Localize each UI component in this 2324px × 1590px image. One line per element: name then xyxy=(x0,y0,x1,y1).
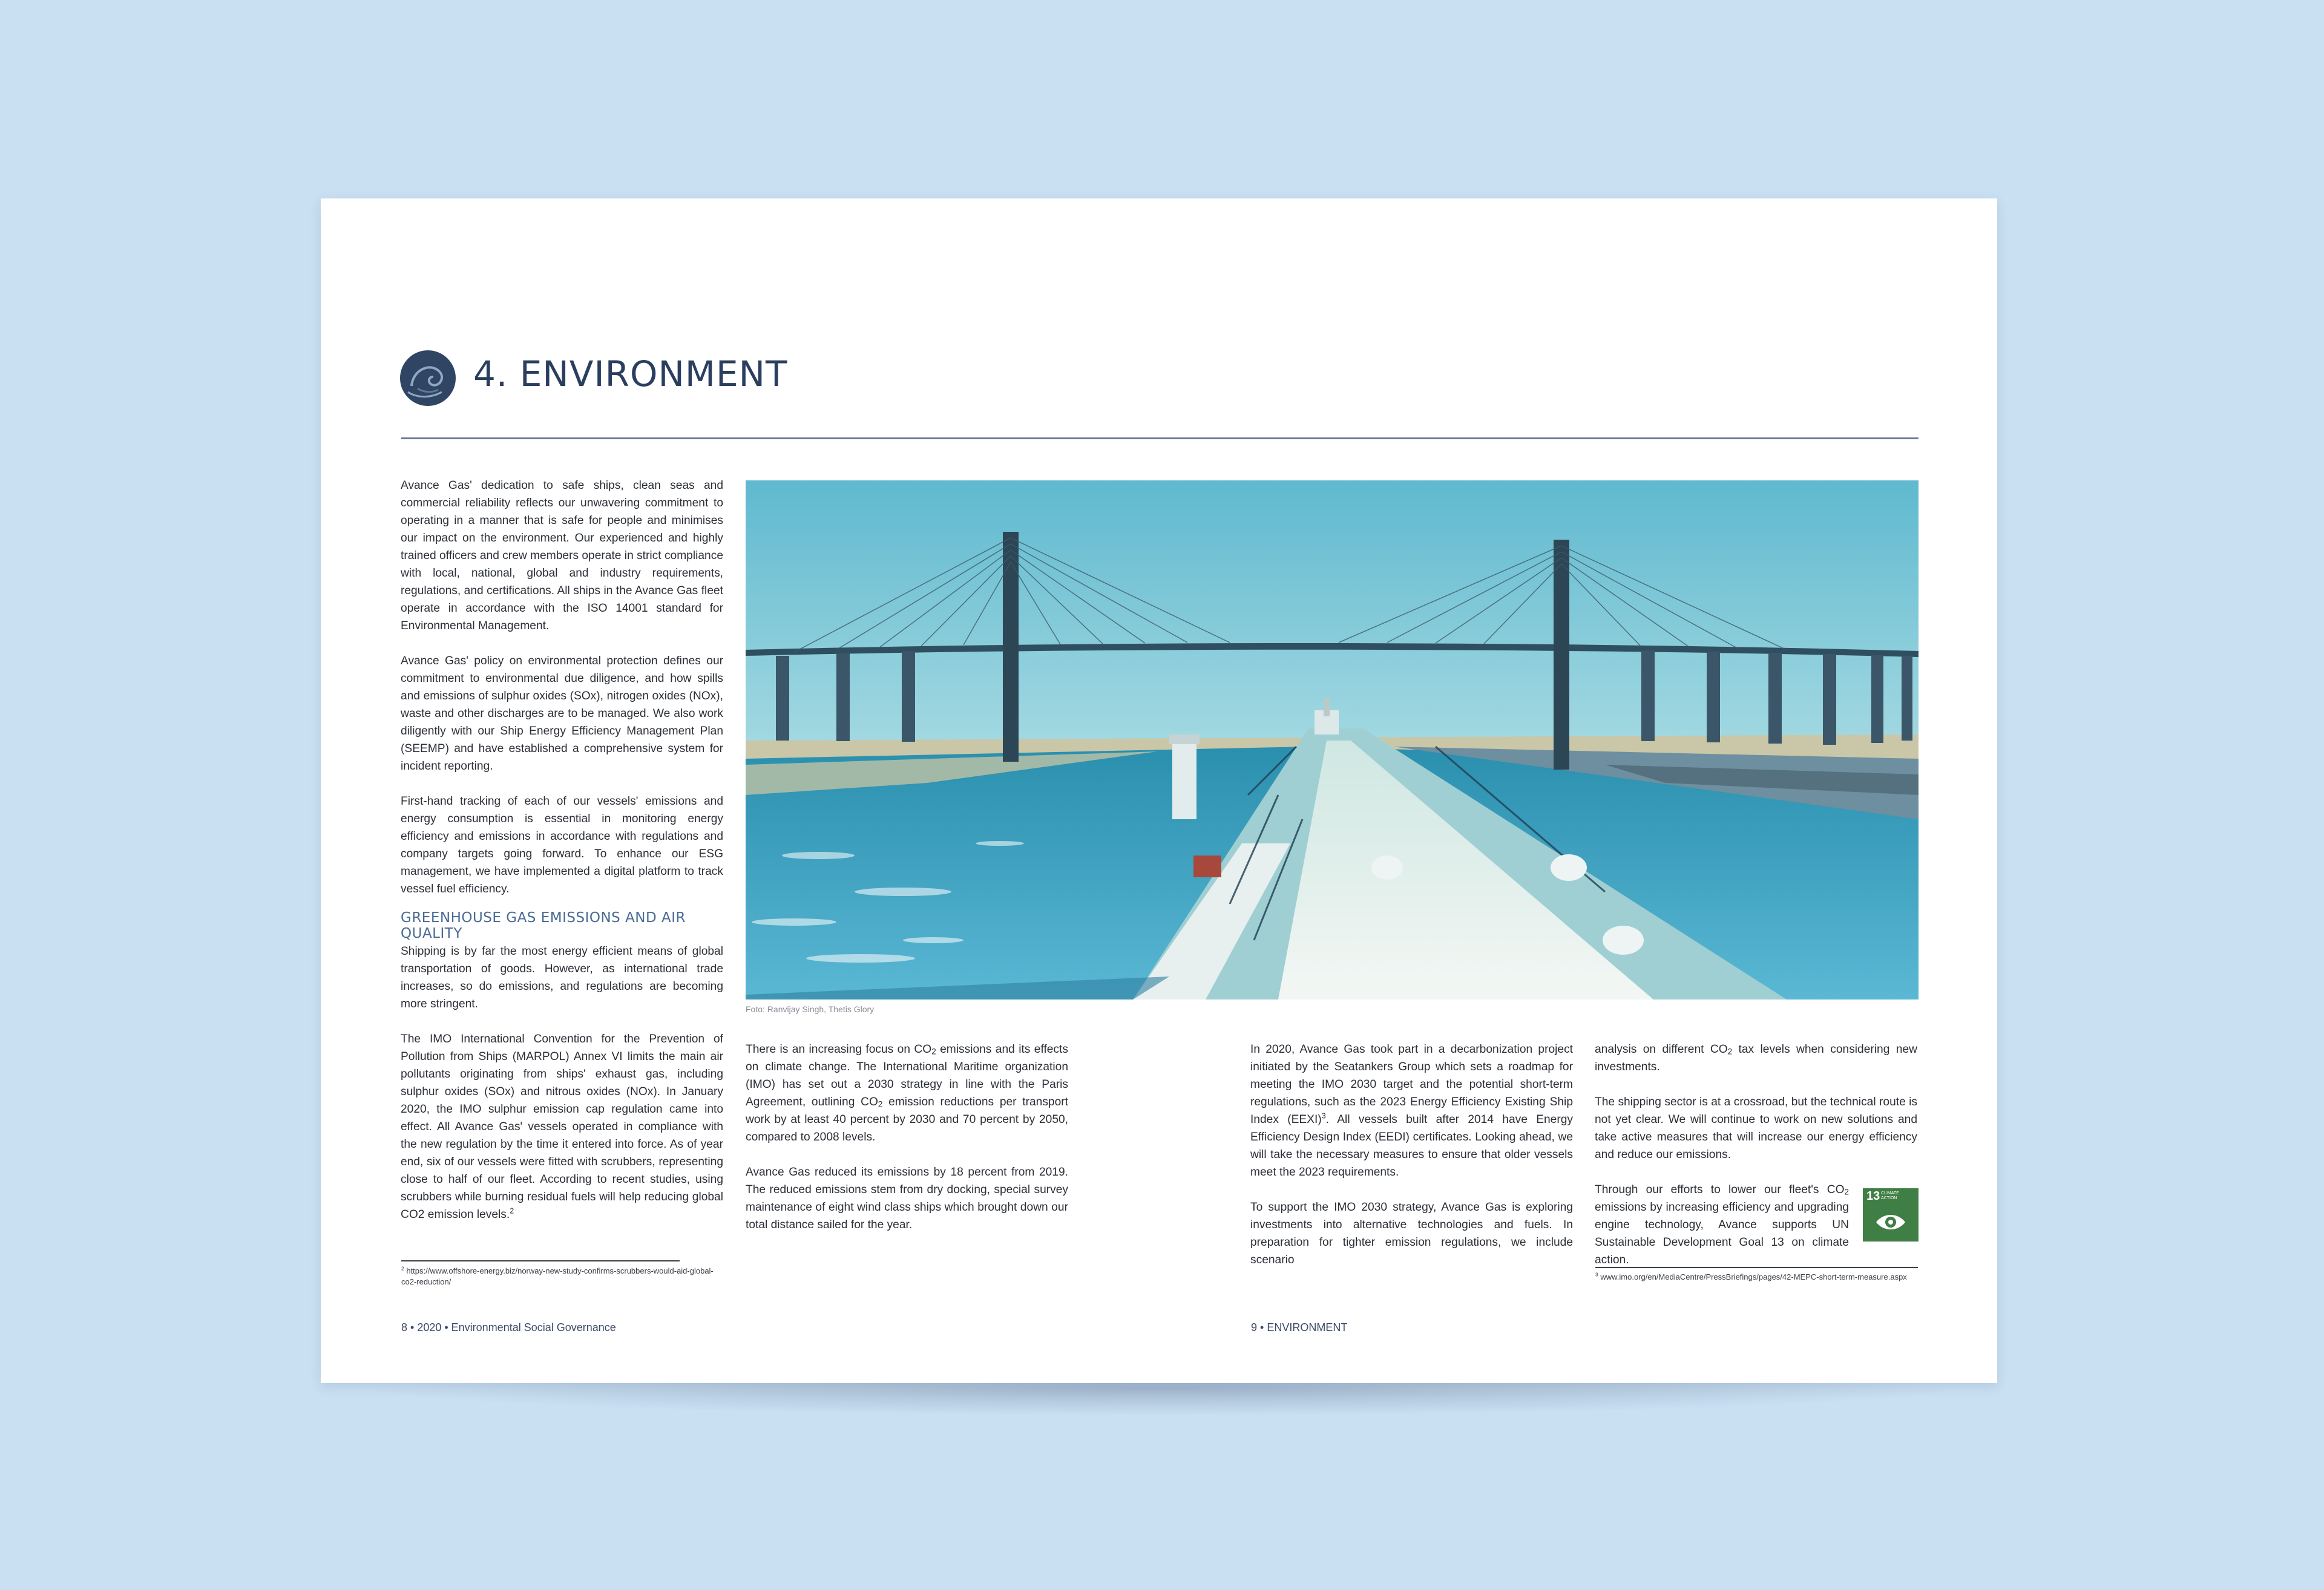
paragraph: There is an increasing focus on $CO_2$ emissions and its effects on climate change. The International Maritime organization (IMO) has set out a 2030 strategy in line with the Paris Agreement, outlining $CO_2$ emission reductions per transport work by at least 40 percent by 2030 and 70 percent by 2050, compared to 2008 levels. xyxy=(746,1043,1068,1143)
paragraph: First-hand tracking of each of our vessels' emissions and energy consumption is essential in monitoring energy efficiency and emissions in accordance with regulations and company targets going forward. To enhance our ESG management, we have implemented a digital platform to track vessel fuel efficiency. xyxy=(401,795,723,895)
paragraph: analysis on different $CO_2$ tax levels when considering new investments. xyxy=(1595,1043,1917,1073)
footnote-rule xyxy=(1595,1267,1918,1268)
page-title: 4. ENVIRONMENT xyxy=(473,353,788,394)
footnote-mark: 3 xyxy=(1595,1271,1598,1278)
middle-column xyxy=(746,1041,1068,1234)
folio-left: 8 • 2020 • Environmental Social Governance xyxy=(401,1321,616,1333)
brochure-spread xyxy=(321,198,1997,1383)
eye-globe-icon xyxy=(1863,1188,1919,1242)
footnote-rule xyxy=(401,1260,680,1261)
paragraph: Avance Gas' policy on environmental protection defines our commitment to environmental due diligence, and how spills and emissions of sulphur oxides (SOx), nitrogen oxides (NOx), waste and other discharges are to be managed. We also work diligently with our Ship Energy Efficiency Management Plan (SEEMP) and have established a comprehensive system for incident reporting. xyxy=(401,655,723,773)
paragraph: To support the IMO 2030 strategy, Avance Gas is exploring investments into alternative technologies and fuels. In preparation for tighter emission regulations, we include scenario xyxy=(1250,1201,1573,1266)
paragraph: Shipping is by far the most energy efficient means of global transportation of goods. However, as international trade increases, so do emissions, and regulations are becoming more stringent. xyxy=(401,945,723,1010)
sdg-label: CLIMATE ACTION xyxy=(1881,1191,1899,1200)
footnote-ref: 2 xyxy=(510,1206,514,1215)
footnote-mark: 2 xyxy=(401,1265,404,1272)
folio-right: 9 • ENVIRONMENT xyxy=(1251,1321,1348,1333)
footnote-link[interactable]: https://www.offshore-energy.biz/norway-new-study-confirms-scrubbers-would-aid-global-co2-reduction/ xyxy=(401,1266,714,1286)
footnote xyxy=(1595,1272,1910,1283)
paragraph xyxy=(401,1030,723,1223)
bridge-photo xyxy=(746,480,1919,999)
paragraph-text: The IMO International Convention for the Prevention of Pollution from Ships (MARPOL) Annex VI limits the main air pollutants originating from ships' exhaust gas, including sulphur oxides (SOx) and nitrous oxides (NOx). In January 2020, the IMO sulphur emission cap regulation came into effect. All Avance Gas' vessels operated in compliance with the new regulation by the time it entered into force. As of year end, six of our vessels were fitted with scrubbers, representing close to half of our fleet. According to recent studies, using scrubbers while burning residual fuels will help reducing global CO2 emission levels. xyxy=(401,1033,723,1221)
paragraph: Avance Gas' dedication to safe ships, clean seas and commercial reliability reflects our unwavering commitment to operating in a manner that is safe for people and minimises our impact on the environment. Our experienced and highly trained officers and crew members operate in strict compliance with local, national, global and industry requirements, regulations, and certifications. All ships in the Avance Gas fleet operate in accordance with the ISO 14001 standard for Environmental Management. xyxy=(401,479,723,632)
heading-rule xyxy=(401,437,1919,439)
footnote-ref: 3 xyxy=(1321,1111,1326,1121)
paragraph: In 2020, Avance Gas took part in a decarbonization project initiated by the Seatankers Group which sets a roadmap for meeting the IMO 2030 target and the potential short-term regulations, such as the 2023 Energy Efficiency Existing Ship Index (EEXI)$^3$. All vessels built after 2014 have Energy Efficiency Design Index (EEDI) certificates. Looking ahead, we will take the necessary measures to ensure that older vessels meet the 2023 requirements. xyxy=(1250,1043,1573,1179)
paragraph: The shipping sector is at a crossroad, but the technical route is not yet clear. We will continue to work on new solutions and take active measures that will increase our energy efficiency and reduce our emissions. xyxy=(1595,1096,1917,1161)
photo-caption: Foto: Ranvijay Singh, Thetis Glory xyxy=(746,1004,875,1014)
paragraph: Avance Gas reduced its emissions by 18 percent from 2019. The reduced emissions stem from dry docking, special survey maintenance of eight wind class ships which brought down our total distance sailed for the year. xyxy=(746,1166,1068,1231)
sdg-number: 13 xyxy=(1866,1189,1880,1203)
sdg-13-badge xyxy=(1863,1188,1919,1242)
right-column-1 xyxy=(1250,1041,1573,1269)
footnote-link[interactable]: www.imo.org/en/MediaCentre/PressBriefings/pages/42-MEPC-short-term-measure.aspx xyxy=(1600,1272,1907,1281)
wave-icon xyxy=(399,350,456,407)
left-column xyxy=(401,477,723,1223)
section-heading: GREENHOUSE GAS EMISSIONS AND AIR QUALITY xyxy=(401,910,686,941)
paragraph: Through our efforts to lower our fleet's $CO_2$ emissions by increasing efficiency and upgrading engine technology, Avance supports UN Sustainable Development Goal 13 on climate action. xyxy=(1595,1183,1849,1266)
footnote xyxy=(401,1266,716,1287)
